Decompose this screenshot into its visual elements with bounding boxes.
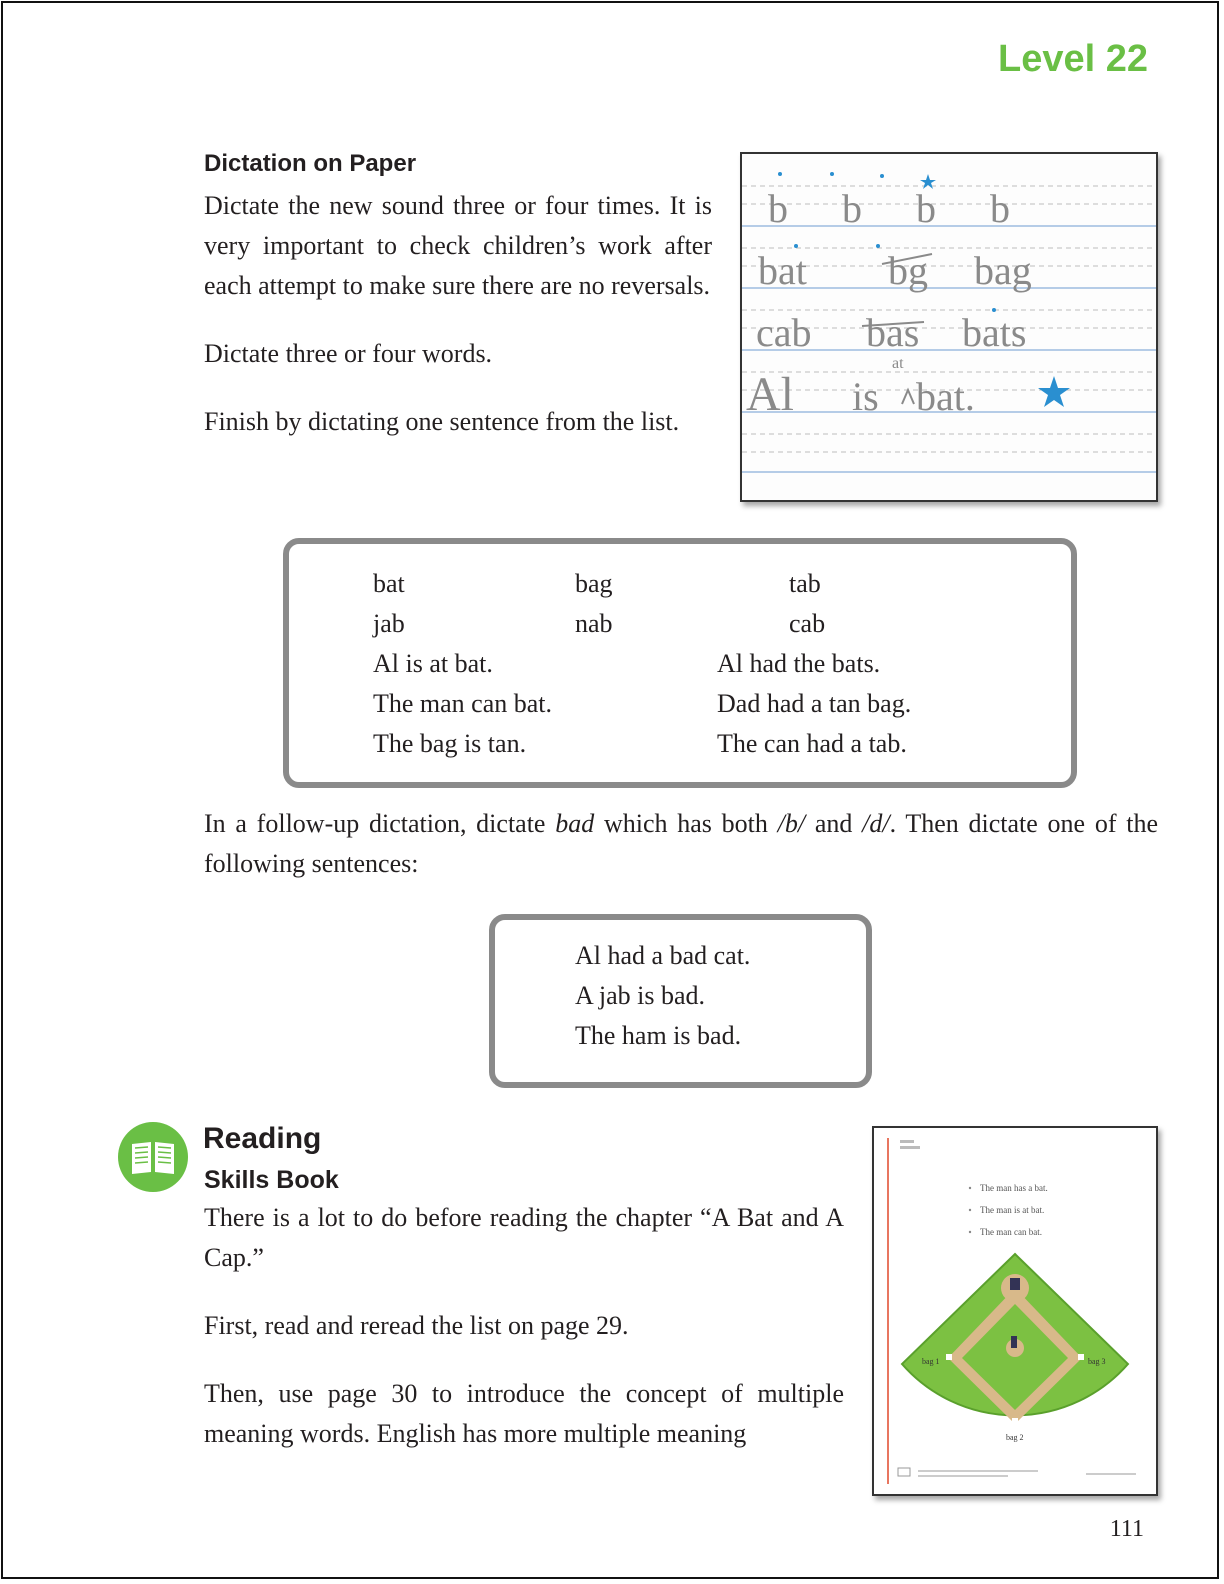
handwriting-word-bat: bat <box>758 248 807 293</box>
dictation-heading: Dictation on Paper <box>204 150 417 177</box>
page-number: 111 <box>1109 1516 1144 1542</box>
followup-word-bad: bad <box>555 809 595 838</box>
thumbnail-bag-1: bag 1 <box>922 1357 940 1366</box>
followup-sentence-3: The ham is bad. <box>575 1021 742 1050</box>
thumbnail-sentence-3: The man can bat. <box>980 1227 1042 1237</box>
dictation-paragraph-2: Dictate three or four words. <box>204 339 493 368</box>
handwriting-word-is: is <box>852 374 879 419</box>
sentence-right-1: Al had the bats. <box>717 649 881 678</box>
handwriting-word-bats: bats <box>962 310 1027 355</box>
sentence-left-2: The man can bat. <box>373 689 553 718</box>
sentence-left-1: Al is at bat. <box>373 649 493 678</box>
skills-book-heading: Skills Book <box>204 1166 339 1194</box>
sentence-left-3: The bag is tan. <box>373 729 527 758</box>
sentence-right-2: Dad had a tan bag. <box>717 689 912 718</box>
handwriting-word-bat-period: bat. <box>916 374 975 419</box>
dictation-paragraph-3: Finish by dictating one sentence from the list. <box>204 407 680 436</box>
followup-sound-d: /d/ <box>862 809 890 838</box>
word-tab: tab <box>789 569 821 598</box>
dictation-text <box>204 186 712 442</box>
followup-text-3: and <box>805 809 863 838</box>
followup-paragraph <box>204 804 1158 884</box>
word-bat: bat <box>373 569 405 598</box>
dictation-paragraph-1: Dictate the new sound three or four times. It is very important to check children’s work after each attempt to make sure there are no reversals. <box>204 191 712 300</box>
handwriting-paper <box>742 154 1156 500</box>
word-list-box <box>283 538 1077 788</box>
thumbnail-sentence-2: The man is at bat. <box>980 1205 1045 1215</box>
reading-paragraph-2: First, read and reread the list on page 29. <box>204 1311 629 1340</box>
handwriting-line-1: b b b b <box>768 186 1032 231</box>
open-book-icon <box>118 1122 188 1192</box>
word-jab: jab <box>373 609 405 638</box>
handwriting-insert: at <box>892 355 904 372</box>
thumbnail-bag-3: bag 3 <box>1088 1357 1106 1366</box>
reading-text <box>204 1198 844 1454</box>
handwriting-word-al: Al <box>746 368 794 421</box>
followup-sound-b: /b/ <box>777 809 806 838</box>
thumbnail-sentence-1: The man has a bat. <box>980 1183 1048 1193</box>
reading-heading: Reading <box>203 1122 322 1155</box>
followup-sentence-1: Al had a bad cat. <box>575 941 751 970</box>
sentence-right-3: The can had a tab. <box>717 729 907 758</box>
word-bag: bag <box>575 569 613 598</box>
reading-paragraph-3: Then, use page 30 to introduce the concept of multiple meaning words. English has more multiple meaning <box>204 1379 844 1448</box>
followup-sentences-box <box>489 914 872 1088</box>
handwriting-word-bas: bas <box>866 310 920 355</box>
followup-text-1: In a follow-up dictation, dictate <box>204 809 556 838</box>
followup-sentence-2: A jab is bad. <box>575 981 705 1010</box>
word-nab: nab <box>575 609 613 638</box>
handwriting-word-bg: bg <box>888 248 928 293</box>
reading-paragraph-1: There is a lot to do before reading the chapter “A Bat and A Cap.” <box>204 1203 844 1272</box>
handwriting-word-bag: bag <box>974 248 1032 293</box>
handwriting-word-cab: cab <box>756 310 812 355</box>
skills-book-page-thumbnail <box>872 1126 1158 1496</box>
followup-text-2: which has both <box>594 809 778 838</box>
level-label: Level 22 <box>998 38 1148 80</box>
followup-text-4: . Then dictate one of the following sentences: <box>204 809 1158 878</box>
handwriting-sample-image <box>740 152 1158 502</box>
word-cab: cab <box>789 609 826 638</box>
thumbnail-bag-2: bag 2 <box>1006 1433 1024 1442</box>
